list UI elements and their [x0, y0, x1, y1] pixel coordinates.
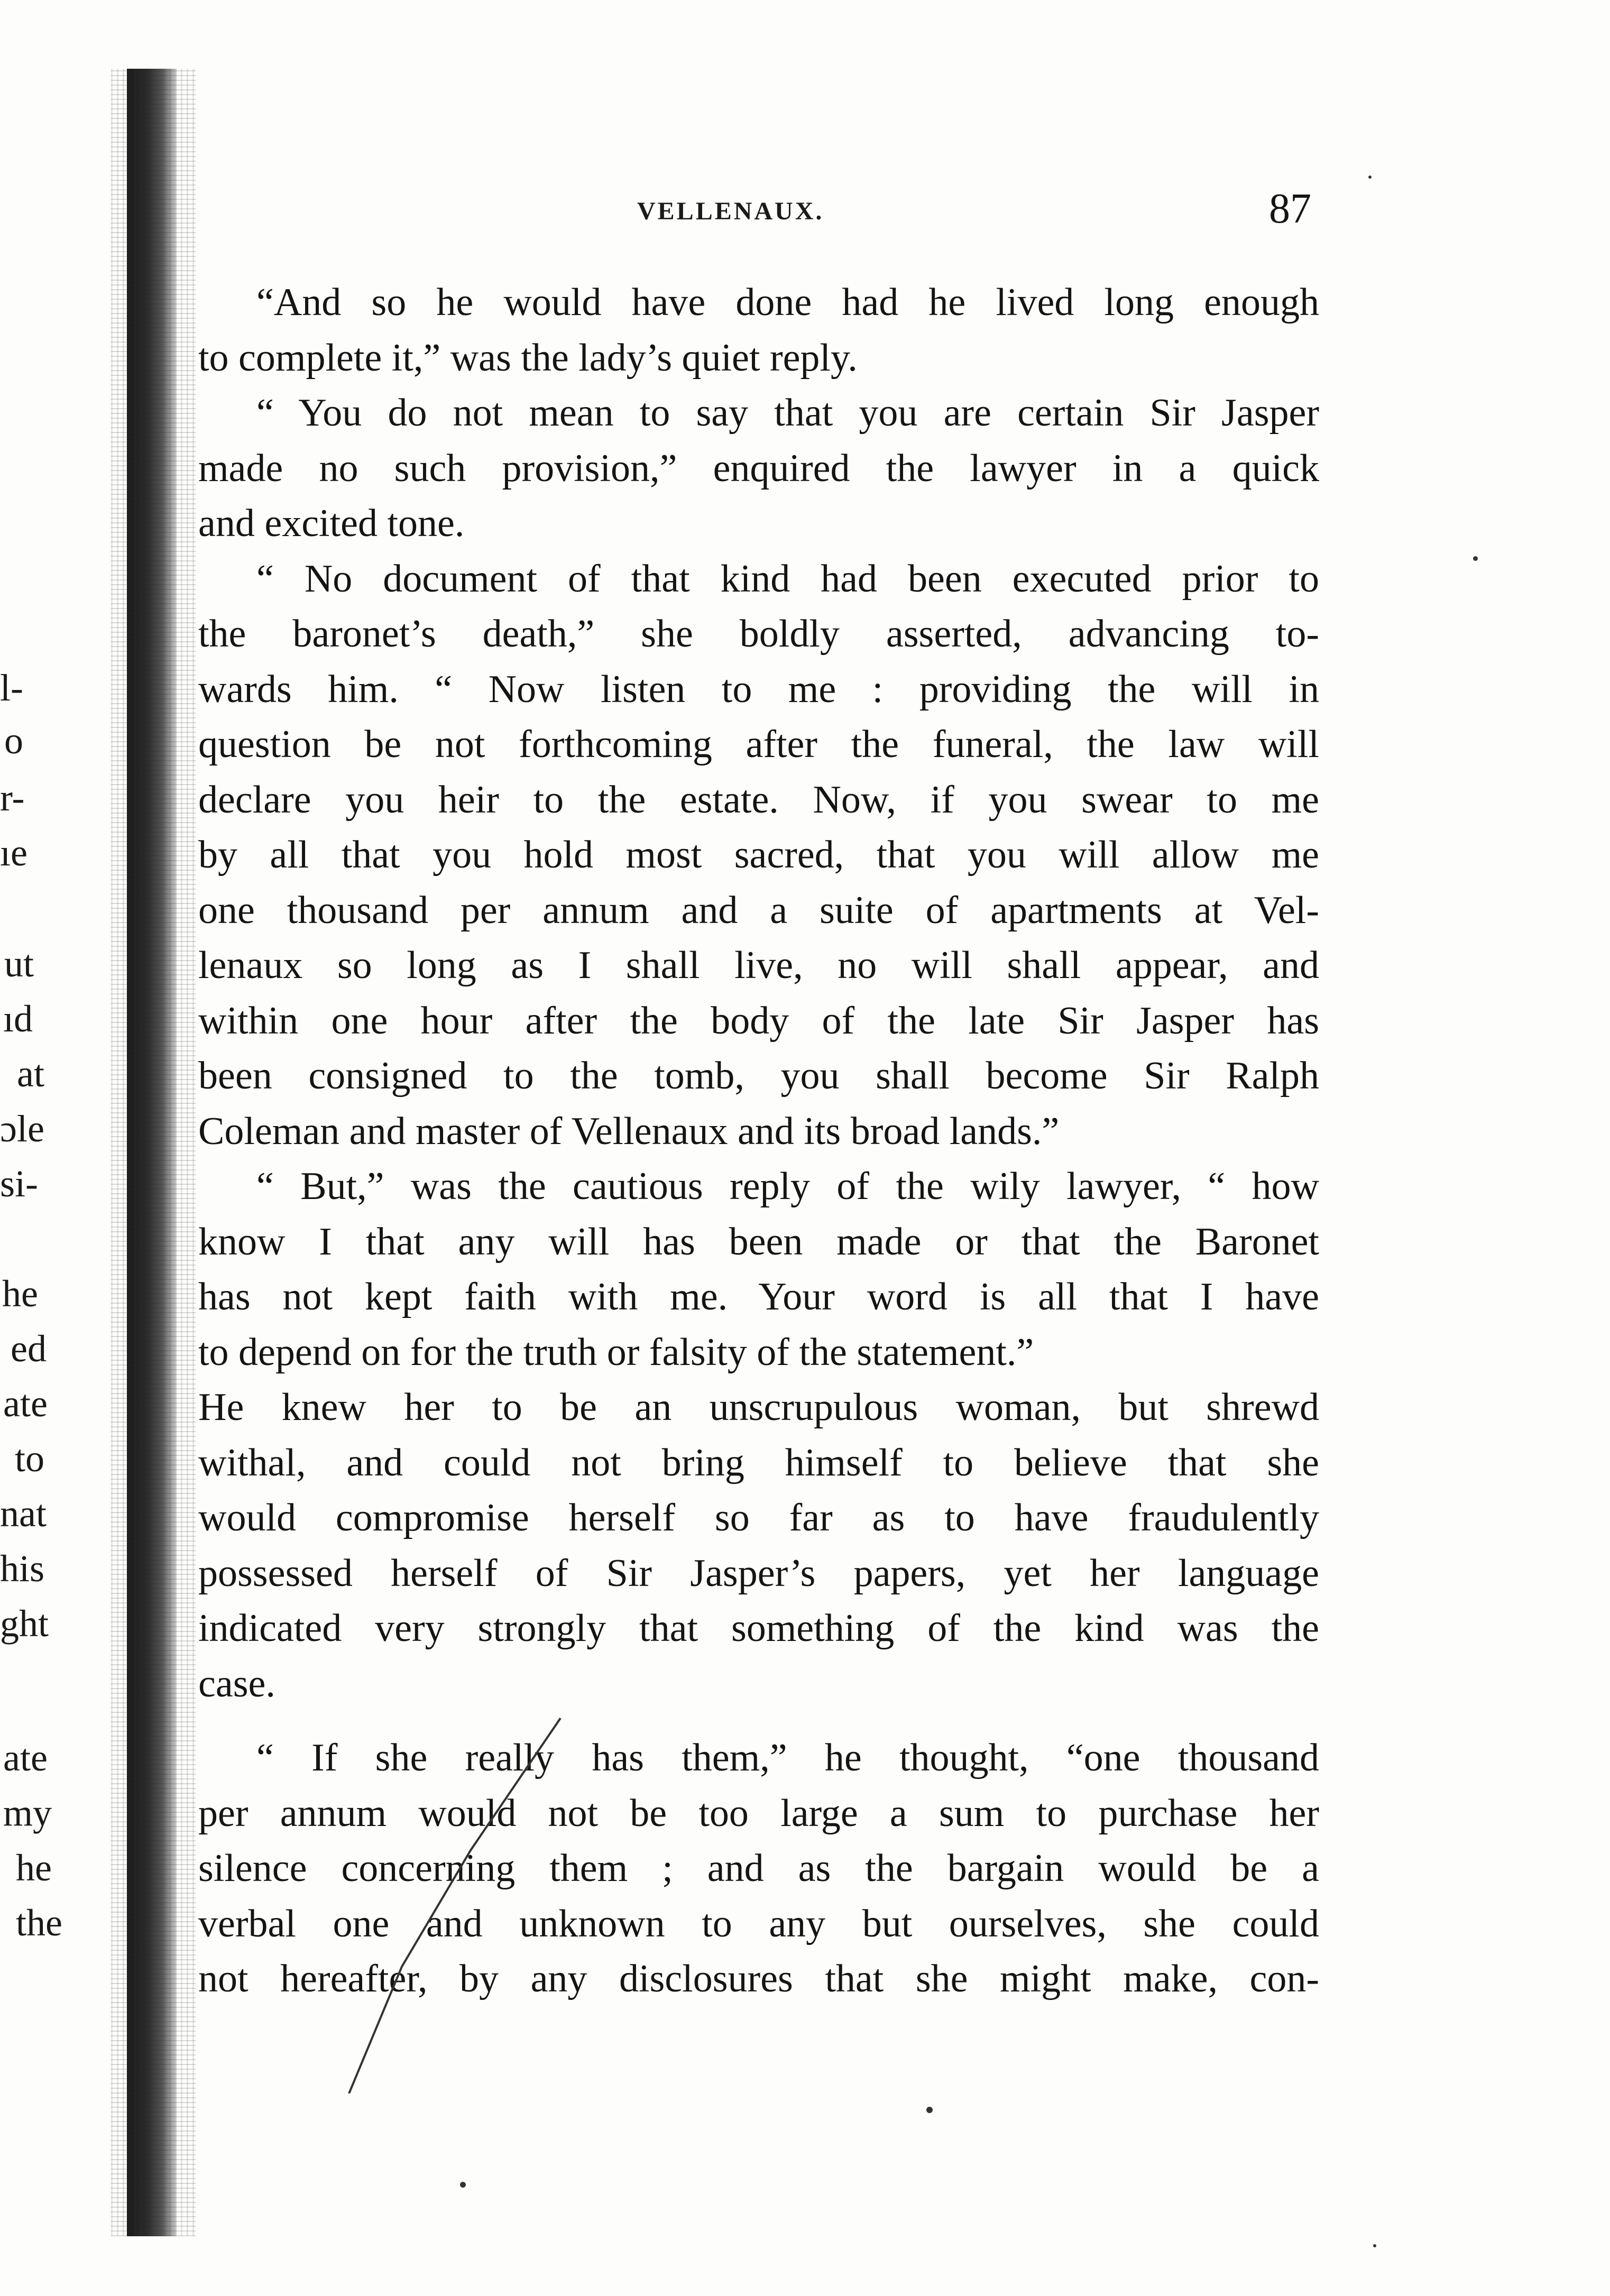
fragment: r-: [0, 777, 25, 819]
fragment: nat: [0, 1492, 47, 1535]
text-line: the baronet’s death,” she boldly asserted, advancing to-: [198, 612, 1319, 656]
fragment: ıe: [0, 832, 27, 874]
fragment: his: [0, 1547, 45, 1590]
text-line: verbal one and unknown to any but ourselves, she could: [198, 1902, 1319, 1945]
text-line: per annum would not be too large a sum to purchase her: [198, 1791, 1319, 1835]
text-line: “ You do not mean to say that you are certain Sir Jasper: [256, 391, 1319, 435]
fragment: the: [16, 1902, 62, 1944]
fragment: ɔle: [0, 1108, 44, 1150]
text-line: lenaux so long as I shall live, no will shall appear, and: [198, 944, 1319, 987]
page-number: 87: [1269, 186, 1311, 232]
fragment: l-: [0, 667, 23, 709]
text-line: question be not forthcoming after the funeral, the law will: [198, 723, 1319, 766]
text-line: case.: [198, 1662, 275, 1705]
text-line: one thousand per annum and a suite of apartments at Vel-: [198, 888, 1319, 932]
text-line: and excited tone.: [198, 502, 465, 545]
text-line: “ But,” was the cautious reply of the wily lawyer, “ how: [256, 1165, 1319, 1208]
fragment: ıd: [3, 998, 33, 1040]
fragment: ut: [4, 943, 34, 985]
text-line: been consigned to the tomb, you shall become Sir Ralph: [198, 1054, 1319, 1098]
fragment: ght: [0, 1602, 49, 1645]
fragment: ate: [3, 1382, 48, 1425]
fragment: ate: [3, 1737, 48, 1779]
text-line: indicated very strongly that something of the kind was the: [198, 1607, 1319, 1650]
fragment: at: [17, 1053, 44, 1095]
text-line: not hereafter, by any disclosures that she might make, con-: [198, 1957, 1319, 2000]
text-line: know I that any will has been made or that the Baronet: [198, 1220, 1319, 1264]
text-line: would compromise herself so far as to have fraudulently: [198, 1496, 1319, 1539]
text-line: He knew her to be an unscrupulous woman, but shrewd: [198, 1386, 1319, 1429]
page-header: [206, 185, 1311, 243]
adjacent-page-fragments: [0, 669, 106, 1990]
fragment: my: [3, 1792, 52, 1834]
fragment: ed: [11, 1327, 47, 1370]
fragment: o: [4, 720, 23, 762]
text-line: has not kept faith with me. Your word is all that I have: [198, 1275, 1319, 1318]
running-title: VELLENAUX.: [637, 197, 824, 225]
text-line: “ If she really has them,” he thought, “one thousand: [256, 1736, 1319, 1779]
text-line: within one hour after the body of the late Sir Jasper has: [198, 999, 1319, 1043]
ink-speck: [460, 2182, 466, 2188]
text-line: wards him. “ Now listen to me : providing the will in: [198, 667, 1319, 711]
ink-speck: [1373, 2244, 1376, 2247]
text-line: withal, and could not bring himself to believe that she: [198, 1441, 1319, 1484]
text-line: Coleman and master of Vellenaux and its broad lands.”: [198, 1109, 1060, 1153]
text-line: “And so he would have done had he lived long enough: [256, 281, 1319, 324]
ink-speck: [1368, 176, 1372, 179]
text-line: to complete it,” was the lady’s quiet reply.: [198, 336, 858, 380]
text-line: possessed herself of Sir Jasper’s papers, yet her language: [198, 1551, 1319, 1595]
fragment: he: [2, 1273, 38, 1315]
text-line: made no such provision,” enquired the lawyer in a quick: [198, 446, 1319, 490]
pencil-mark: [338, 1713, 571, 2094]
fragment: to: [15, 1437, 45, 1480]
text-line: by all that you hold most sacred, that you will allow me: [198, 833, 1319, 877]
ink-speck: [926, 2107, 933, 2113]
fragment: si-: [0, 1163, 38, 1205]
ink-speck: [1473, 556, 1478, 561]
fragment: he: [16, 1847, 52, 1889]
binding-gutter-texture: [111, 69, 196, 2236]
text-line: declare you heir to the estate. Now, if you swear to me: [198, 778, 1319, 822]
text-line: silence concerning them ; and as the bargain would be a: [198, 1847, 1319, 1890]
text-line: to depend on for the truth or falsity of the statement.”: [198, 1330, 1034, 1374]
text-line: “ No document of that kind had been executed prior to: [256, 557, 1319, 601]
